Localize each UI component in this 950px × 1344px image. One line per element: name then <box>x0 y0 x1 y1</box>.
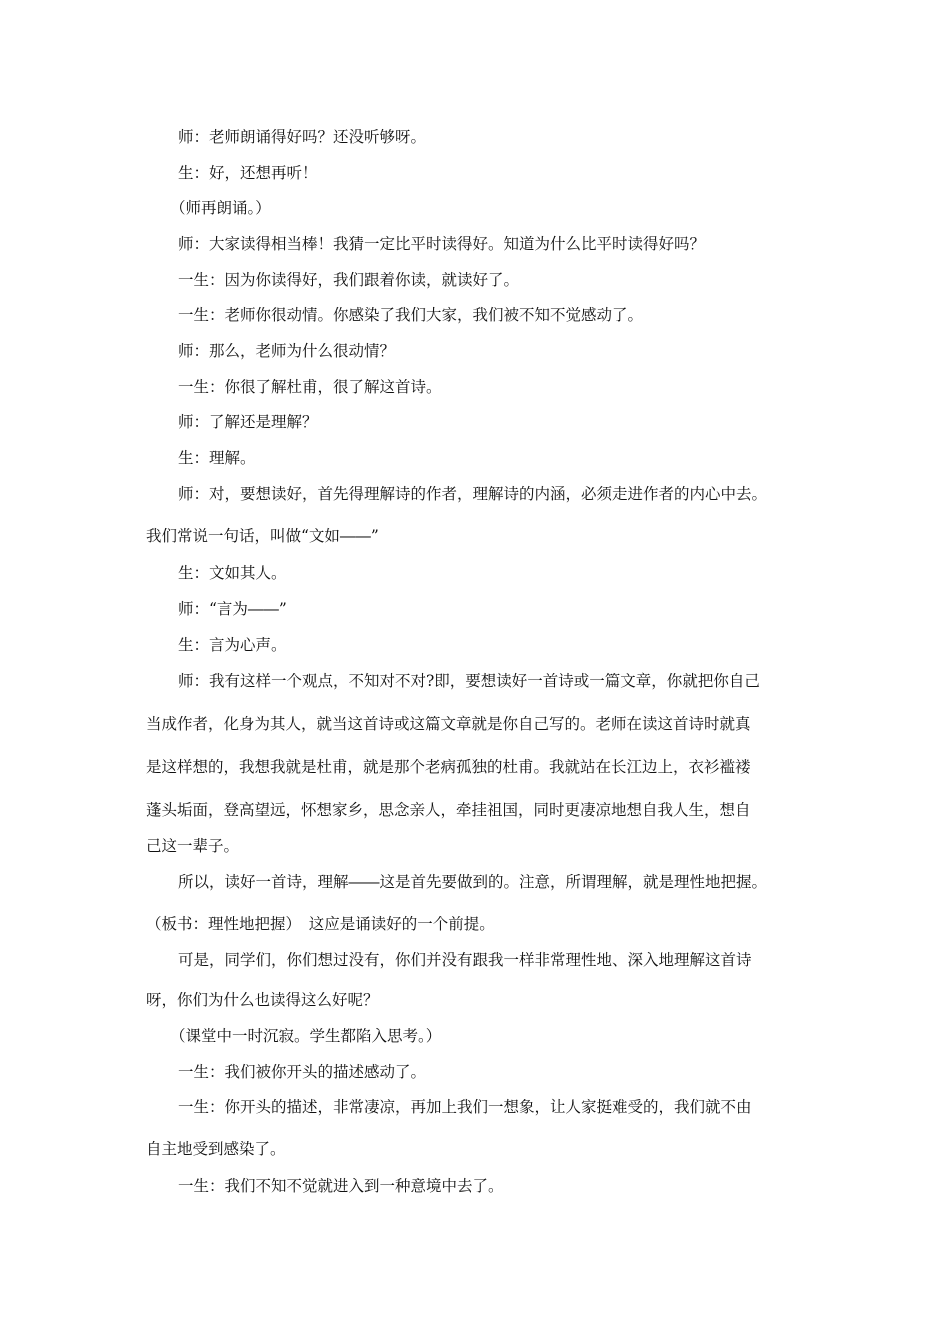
dialogue-line: 师：了解还是理解？ <box>178 413 318 431</box>
dialogue-line-continuation: 自主地受到感染了。 <box>146 1140 286 1158</box>
dialogue-line: 师：对，要想读好，首先得理解诗的作者，理解诗的内涵，必须走进作者的内心中去。 <box>178 485 768 503</box>
paragraph-line-continuation: 呀，你们为什么也读得这么好呢？ <box>146 991 379 1009</box>
dialogue-line: 一生：我们被你开头的描述感动了。 <box>178 1063 427 1081</box>
dialogue-line: 一生：我们不知不觉就进入到一种意境中去了。 <box>178 1177 504 1195</box>
blackboard-note-line: （板书：理性地把握） 这应是诵读好的一个前提。 <box>146 915 495 933</box>
dialogue-line: 一生：你开头的描述，非常凄凉，再加上我们一想象，让人家挺难受的，我们就不由 <box>178 1098 752 1116</box>
dialogue-line: 一生：老师你很动情。你感染了我们大家，我们被不知不觉感动了。 <box>178 306 644 324</box>
dialogue-line: 师：“言为――” <box>178 600 287 618</box>
dialogue-line: 生：文如其人。 <box>178 564 287 582</box>
stage-direction: （课堂中一时沉寂。学生都陷入思考。） <box>170 1027 442 1045</box>
dialogue-line: 师：那么，老师为什么很动情？ <box>178 342 396 360</box>
paragraph-line: 可是，同学们，你们想过没有，你们并没有跟我一样非常理性地、深入地理解这首诗 <box>178 951 752 969</box>
dialogue-line-continuation: 蓬头垢面，登高望远，怀想家乡，思念亲人，牵挂祖国，同时更凄凉地想自我人生，想自 <box>146 801 751 819</box>
paragraph-line: 所以，读好一首诗，理解――这是首先要做到的。注意，所谓理解，就是理性地把握。 <box>178 873 768 891</box>
dialogue-line: 师：大家读得相当棒！我猜一定比平时读得好。知道为什么比平时读得好吗？ <box>178 235 706 253</box>
dialogue-line: 师：老师朗诵得好吗？还没听够呀。 <box>178 128 427 146</box>
dialogue-line: 生：好，还想再听！ <box>178 164 318 182</box>
dialogue-line: 生：理解。 <box>178 449 256 467</box>
dialogue-line-continuation: 我们常说一句话，叫做“文如――” <box>146 527 379 545</box>
dialogue-line: 师：我有这样一个观点，不知对不对?即，要想读好一首诗或一篇文章，你就把你自己 <box>178 672 760 690</box>
dialogue-line-continuation: 是这样想的，我想我就是杜甫，就是那个老病孤独的杜甫。我就站在长江边上，衣衫褴褛 <box>146 758 751 776</box>
dialogue-line-continuation: 当成作者，化身为其人，就当这首诗或这篇文章就是你自己写的。老师在读这首诗时就真 <box>146 715 751 733</box>
dialogue-line: 生：言为心声。 <box>178 636 287 654</box>
dialogue-line: 一生：因为你读得好，我们跟着你读，就读好了。 <box>178 271 520 289</box>
dialogue-line: 一生：你很了解杜甫，很了解这首诗。 <box>178 378 442 396</box>
stage-direction: （师再朗诵。） <box>170 199 271 217</box>
dialogue-line-continuation: 己这一辈子。 <box>146 837 240 855</box>
